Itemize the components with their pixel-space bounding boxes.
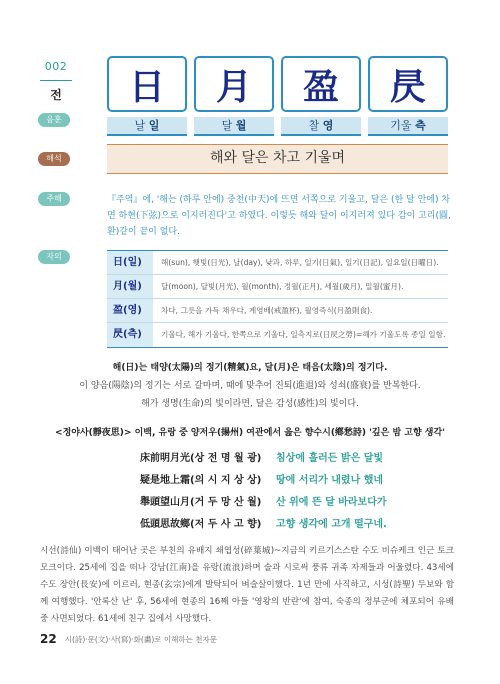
explain-line: 이 양음(陽陰)의 정기는 서로 갈마며, 때에 맞추어 진퇴(進退)와 성쇠(盛衰)를 반복한다. <box>79 381 421 391</box>
biography-paragraph: 시선(詩仙) 이백이 태어난 곳은 부친의 유배지 쇄엽성(碎葉城)~지금의 키르기스스탄 수도 비슈케크 인근 토크모크이다. 25세에 집을 떠나 강남(江南)을 유랑(流浪)하며 술과 시로써 풍류 귀족 자제들과 어울렸다. 43세에 수도 장안(長安)에 이르러, 현종(玄宗)에게 발탁되어 벼슬살이했다. 1년 만에 사직하고, 시성(詩聖) 두보와 함께 여행했다. '안록산 난' 후, 56세에 현종의 16째 아들 '영왕의 반란'에 참여, 숙종의 정부군에 체포되어 유배 중 사면되었다. 61세에 친구 집에서 사망했다. <box>40 546 454 624</box>
table-row <box>107 275 448 299</box>
divider <box>40 80 72 81</box>
hanja-char: 盈 <box>281 56 361 112</box>
poem-hanja: 低頭思故鄉(저 두 사 고 향) <box>140 518 262 530</box>
meaning-title: 해와 달은 차고 기울며 <box>107 144 448 174</box>
hanja-card <box>107 56 187 136</box>
note-text: 『주역』에, '해는 (하루 안에) 중천(中天)에 뜨면 서쪽으로 기울고, 달은 (한 달 안에) 차면 하현(下弦)으로 이지러진다'고 하였다. 이렇듯 해와 달이 이지러져 있다 감이 고리(圓, 환)같이 끝이 없다. <box>107 195 451 237</box>
word-key: 昃(측) <box>107 323 153 347</box>
explain-line: 해(日)는 태양(太陽)의 정기(精氣)요, 달(月)은 태음(太陰)의 정기다. <box>112 363 388 373</box>
hanja-label: 기울 측 <box>368 117 448 136</box>
label-sound: 음훈 <box>38 113 70 127</box>
poem-hanja: 床前明月光(상 전 명 월 광) <box>140 452 262 464</box>
hanja-label: 달 월 <box>194 117 274 136</box>
word-value: 해(sun), 햇빛(日光), 날(day), 낮과, 하루, 일기(日氣), 일기(日記), 일요일(日曜日). <box>161 258 439 267</box>
word-key: 月(월) <box>107 275 153 298</box>
poem-title: <정야사(靜夜思)> 이백, 유랑 중 양저우(揚州) 여관에서 읊은 향수시(鄕愁詩) '깊은 밤 고향 생각' <box>55 428 445 438</box>
table-row <box>107 251 448 275</box>
poem-hanja: 疑是地上霜(의 시 지 상 상) <box>140 474 262 486</box>
poem <box>140 445 387 533</box>
poem-line <box>140 511 387 533</box>
label-meaning: 해석 <box>38 152 70 166</box>
hanja-card <box>194 56 274 136</box>
poem-line <box>140 467 387 489</box>
poem-korean: 침상에 흘러든 밝은 달빛 <box>276 452 384 464</box>
word-value: 차다, 그릇을 가득 채우다, 계영배(戒盈杯), 월영즉식(月盈則食). <box>161 306 373 315</box>
page-footer <box>40 632 217 646</box>
book-title: 시(詩)·문(文)·사(寫)·화(畵)로 이해하는 천자문 <box>64 634 217 644</box>
word-key: 盈(영) <box>107 299 153 322</box>
word-value: 기울다, 해가 기울다, 한쪽으로 기울다, 일측지로(日昃之勞)=해가 기울도록 종일 일함. <box>161 330 446 339</box>
hanja-card <box>368 56 448 136</box>
poem-korean: 땅에 서리가 내렸나 했네 <box>276 474 384 486</box>
poem-korean: 산 위에 뜬 달 바라보다가 <box>276 496 387 508</box>
words-table <box>107 250 448 348</box>
hanja-char: 月 <box>194 56 274 112</box>
hanja-label: 찰 영 <box>281 117 361 136</box>
poem-line <box>140 445 387 467</box>
hanja-char: 日 <box>107 56 187 112</box>
word-key: 日(일) <box>107 251 153 274</box>
explain-line: 해가 생명(生命)의 빛이라면, 달은 감성(感性)의 빛이다. <box>141 399 359 409</box>
table-row <box>107 323 448 347</box>
poem-korean: 고향 생각에 고개 떨구네. <box>276 518 387 530</box>
label-note: 주해 <box>38 192 70 206</box>
word-value: 달(moon), 달빛(月光), 월(month), 정월(正月), 세월(歲月), 밀월(蜜月). <box>161 282 404 291</box>
label-words: 자의 <box>38 250 70 264</box>
entry-number: 002 <box>44 60 68 73</box>
poem-line <box>140 489 387 511</box>
hanja-card <box>281 56 361 136</box>
table-row <box>107 299 448 323</box>
hanja-label: 날 일 <box>107 117 187 136</box>
hanja-cards <box>107 56 448 136</box>
hanja-char: 昃 <box>368 56 448 112</box>
page-number: 22 <box>40 632 57 646</box>
entry-char: 전 <box>50 88 62 102</box>
poem-hanja: 舉頭望山月(거 두 망 산 월) <box>140 496 262 508</box>
